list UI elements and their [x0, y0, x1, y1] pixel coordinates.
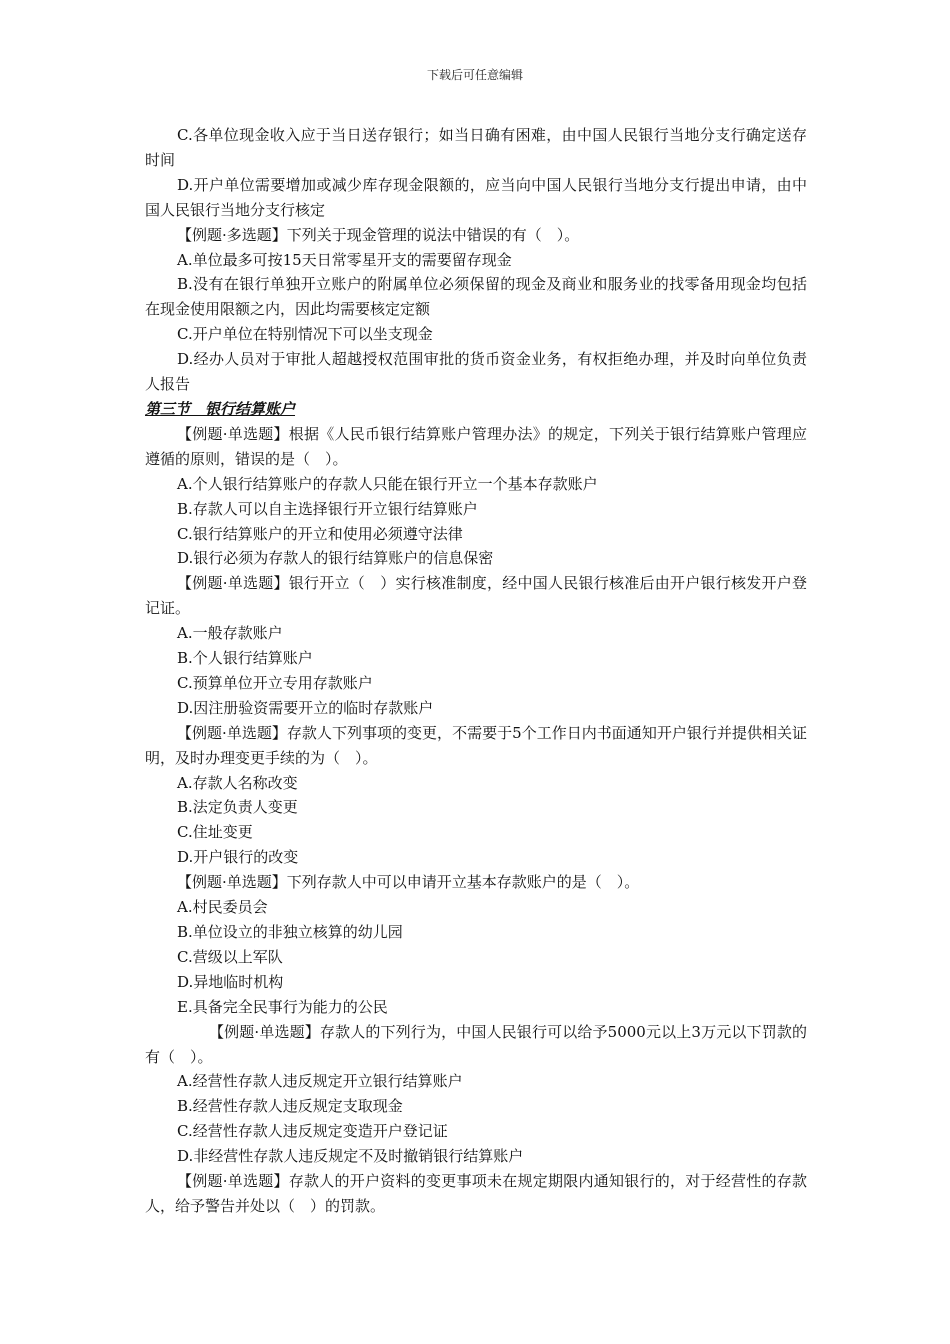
paragraph: C.银行结算账户的开立和使用必须遵守法律 — [177, 524, 463, 543]
section-heading: 第三节 银行结算账户 — [145, 399, 296, 418]
paragraph: D.开户银行的改变 — [177, 848, 299, 867]
paragraph: 【例题·单选题】存款人的下列行为，中国人民银行可以给予5000元以上3万元以下罚款的有（ ）。 — [145, 1022, 807, 1066]
paragraph: A.村民委员会 — [177, 898, 268, 917]
paragraph: D.因注册验资需要开立的临时存款账户 — [177, 698, 434, 717]
paragraph: C.各单位现金收入应于当日送存银行；如当日确有困难，由中国人民银行当地分支行确定送存时间 — [145, 126, 807, 169]
paragraph: D.异地临时机构 — [177, 972, 284, 991]
paragraph: 【例题·单选题】根据《人民币银行结算账户管理办法》的规定，下列关于银行结算账户管理应遵循的原则，错误的是（ ）。 — [145, 424, 807, 468]
paragraph: C.住址变更 — [177, 823, 253, 842]
paragraph: A.单位最多可按15天日常零星开支的需要留存现金 — [177, 250, 512, 269]
paragraph: B.没有在银行单独开立账户的附属单位必须保留的现金及商业和服务业的找零备用现金均包括在现金使用限额之内，因此均需要核定定额 — [145, 275, 807, 319]
paragraph: 【例题·单选题】存款人下列事项的变更，不需要于5个工作日内书面通知开户银行并提供相关证明，及时办理变更手续的为（ ）。 — [145, 723, 807, 767]
paragraph: B.经营性存款人违反规定支取现金 — [177, 1097, 403, 1116]
paragraph: C.开户单位在特别情况下可以坐支现金 — [177, 325, 433, 344]
paragraph: B.法定负责人变更 — [177, 798, 298, 817]
paragraph: E.具备完全民事行为能力的公民 — [177, 997, 388, 1016]
paragraph: C.预算单位开立专用存款账户 — [177, 673, 373, 692]
paragraph: B.个人银行结算账户 — [177, 649, 313, 668]
paragraph: B.单位设立的非独立核算的幼儿园 — [177, 923, 403, 941]
paragraph: 【例题·单选题】下列存款人中可以申请开立基本存款账户的是（ ）。 — [177, 873, 640, 892]
document-body — [145, 123, 807, 1219]
paragraph: D.非经营性存款人违反规定不及时撤销银行结算账户 — [177, 1147, 524, 1166]
paragraph: D.开户单位需要增加或减少库存现金限额的，应当向中国人民银行当地分支行提出申请，由中国人民银行当地分支行核定 — [145, 175, 807, 219]
paragraph: C.经营性存款人违反规定变造开户登记证 — [177, 1122, 448, 1141]
paragraph: A.一般存款账户 — [177, 624, 283, 643]
paragraph: D.银行必须为存款人的银行结算账户的信息保密 — [177, 549, 494, 568]
paragraph: 【例题·多选题】下列关于现金管理的说法中错误的有（ ）。 — [177, 225, 580, 244]
paragraph: A.个人银行结算账户的存款人只能在银行开立一个基本存款账户 — [177, 474, 598, 493]
paragraph: C.营级以上军队 — [177, 947, 283, 966]
paragraph: 【例题·单选题】存款人的开户资料的变更事项未在规定期限内通知银行的，对于经营性的存款人，给予警告并处以（ ）的罚款。 — [145, 1172, 807, 1215]
paragraph: A.存款人名称改变 — [177, 773, 298, 792]
paragraph: A.经营性存款人违反规定开立银行结算账户 — [177, 1072, 463, 1091]
paragraph: D.经办人员对于审批人超越授权范围审批的货币资金业务，有权拒绝办理，并及时向单位负责人报告 — [145, 350, 807, 394]
paragraph: 【例题·单选题】银行开立（ ）实行核准制度，经中国人民银行核准后由开户银行核发开户登记证。 — [145, 574, 807, 618]
paragraph: B.存款人可以自主选择银行开立银行结算账户 — [177, 499, 478, 518]
page-header: 下载后可任意编辑 — [426, 68, 523, 82]
